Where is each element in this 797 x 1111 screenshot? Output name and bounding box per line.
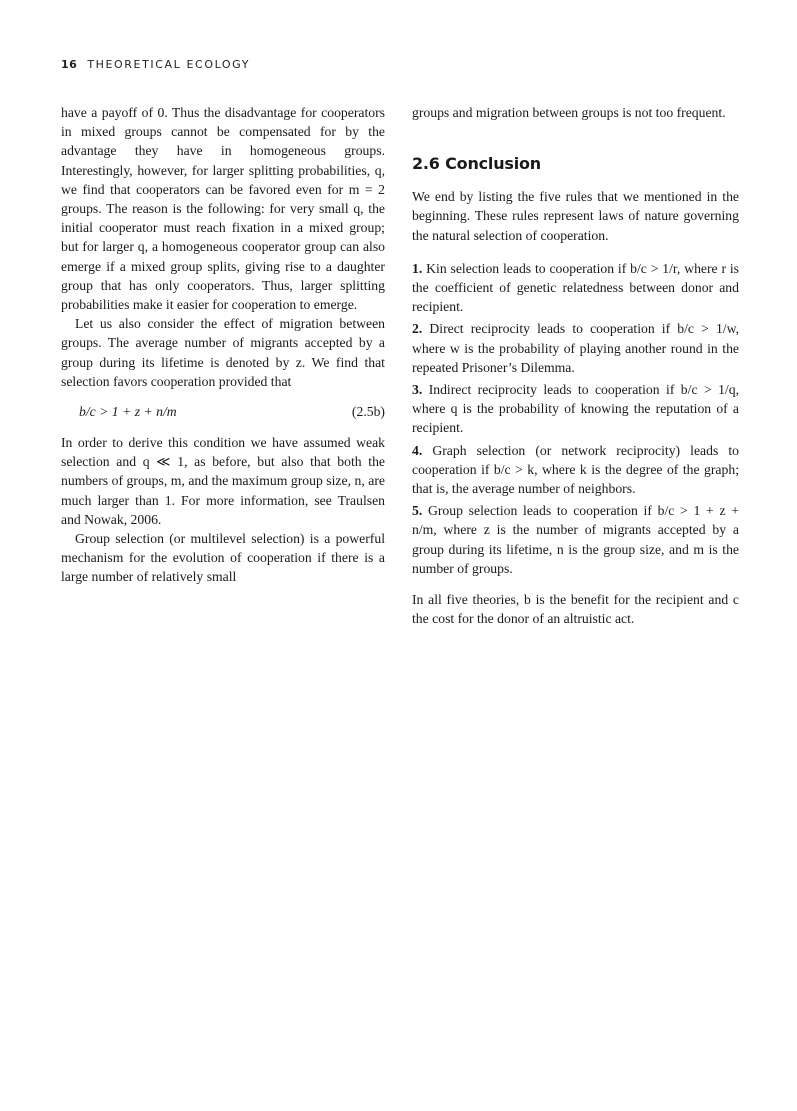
rule-text: Kin selection leads to cooperation if b/c > 1/r, where r is the coefficient of genetic relatedness between donor and recipient. — [412, 260, 740, 315]
paragraph-final: In all five theories, b is the benefit for the recipient and c the cost for the donor of an altruistic act. — [412, 592, 739, 627]
paragraph-continued: groups and migration between groups is not too frequent. — [412, 105, 726, 120]
rule-item — [412, 501, 739, 578]
equation-2-5b — [61, 402, 385, 421]
running-head — [61, 58, 250, 71]
page-number: 16 — [61, 58, 78, 71]
left-column — [61, 103, 385, 587]
equation-expression: b/c > 1 + z + n/m — [79, 404, 177, 420]
rule-item — [412, 380, 739, 438]
rule-text: Graph selection (or network reciprocity) leads to cooperation if b/c > k, where k is the degree of the graph; that is, the average number of neighbors. — [412, 442, 740, 497]
rule-number: 2. — [412, 321, 423, 337]
paragraph-payoff: have a payoff of 0. Thus the disadvantage for cooperators in mixed groups cannot be compensated for by the advantage they have in homogeneous groups. Interestingly, however, for larger splitting probabilities, q, we find that cooperators can be favored even for m = 2 groups. The reason is the following: for very small q, the initial cooperator must reach fixation in a mixed group; but for larger q, a homogeneous cooperator group can also emerge if a mixed group splits, giving rise to a daughter group that has only cooperators. Thus, larger splitting probabilities make it easier for cooperation to emerge. — [61, 105, 385, 313]
rule-number: 1. — [412, 260, 423, 276]
right-column — [412, 103, 739, 628]
rule-number: 4. — [412, 442, 423, 458]
rule-item — [412, 259, 739, 317]
rule-number: 5. — [412, 503, 423, 519]
rule-number: 3. — [412, 382, 423, 398]
rule-item — [412, 441, 739, 499]
rules-list — [412, 259, 739, 578]
paragraph-derivation: In order to derive this condition we have assumed weak selection and q ≪ 1, as before, but also that both the numbers of groups, m, and the maximum group size, n, are much larger than 1. For more information, see Traulsen and Nowak, 2006. — [61, 435, 385, 527]
rule-item — [412, 319, 739, 377]
paragraph-intro: We end by listing the five rules that we mentioned in the beginning. These rules represent laws of nature governing the natural selection of cooperation. — [412, 189, 739, 243]
equation-number: (2.5b) — [351, 404, 385, 420]
running-head-title: THEORETICAL ECOLOGY — [87, 58, 251, 71]
section-heading: 2.6 Conclusion — [412, 154, 541, 174]
rule-text: Indirect reciprocity leads to cooperation if b/c > 1/q, where q is the probability of knowing the reputation of a recipient. — [412, 382, 739, 436]
paragraph-group-selection: Group selection (or multilevel selection) is a powerful mechanism for the evolution of cooperation if there is a large number of relatively small — [61, 531, 385, 585]
rule-text: Direct reciprocity leads to cooperation if b/c > 1/w, where w is the probability of playing another round in the repeated Prisoner’s Dilemma. — [412, 321, 740, 375]
rule-text: Group selection leads to cooperation if b/c > 1 + z + n/m, where z is the number of migrants accepted by a group during its lifetime, n is the group size, and m is the number of groups. — [412, 503, 739, 576]
paragraph-migration: Let us also consider the effect of migration between groups. The average number of migrants accepted by a group during its lifetime is denoted by z. We find that selection favors cooperation provided that — [61, 316, 385, 389]
